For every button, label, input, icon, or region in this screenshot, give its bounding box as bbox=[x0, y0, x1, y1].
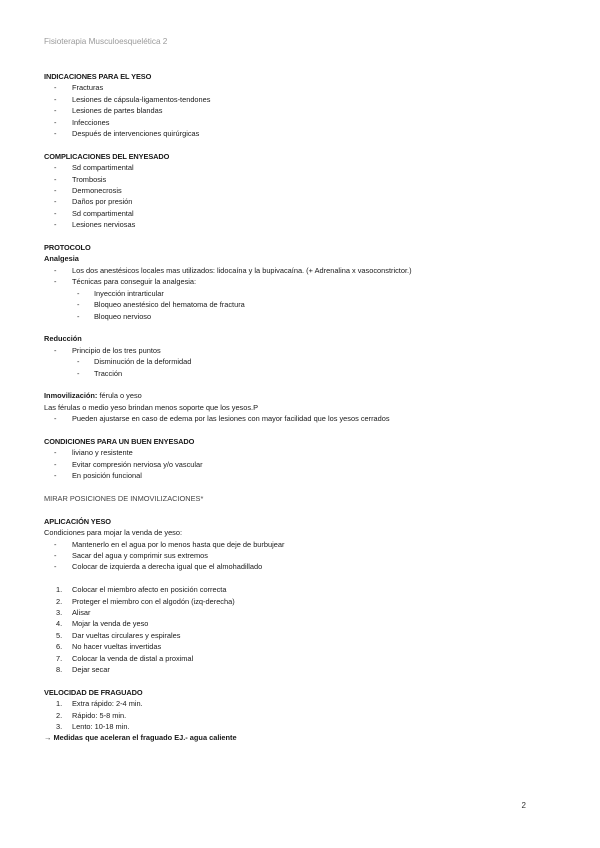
step-text: Extra rápido: 2-4 min. bbox=[72, 699, 143, 709]
step-number: 7. bbox=[56, 653, 63, 663]
section-title-aplicacion: APLICACIÓN YESO bbox=[44, 516, 111, 526]
list-item bbox=[44, 584, 564, 595]
list-item: - Después de intervenciones quirúrgicas bbox=[44, 128, 564, 139]
list-item bbox=[44, 721, 564, 732]
list-item: - Daños por presión bbox=[44, 196, 564, 207]
list-item: - Trombosis bbox=[44, 174, 564, 185]
analgesia-list bbox=[44, 265, 564, 288]
ferulas-text: Las férulas o medio yeso brindan menos soporte que los yesos.P bbox=[44, 402, 259, 412]
list-item: - Inyección intrarticular bbox=[44, 288, 564, 299]
tecnicas-list bbox=[44, 288, 564, 322]
list-item: - Lesiones nerviosas bbox=[44, 219, 564, 230]
fraguado-note: → Medidas que aceleran el fraguado EJ.- agua caliente bbox=[44, 733, 237, 743]
step-number: 1. bbox=[56, 585, 63, 595]
mirar-note: MIRAR POSICIONES DE INMOVILIZACIONES* bbox=[44, 493, 204, 503]
aplicacion-steps-list bbox=[44, 584, 564, 675]
step-text: Alisar bbox=[72, 607, 91, 617]
step-text: Lento: 10-18 min. bbox=[72, 722, 130, 732]
list-item bbox=[44, 607, 564, 618]
list-item: - Dermonecrosis bbox=[44, 185, 564, 196]
list-item: - Colocar de izquierda a derecha igual que el almohadillado bbox=[44, 561, 564, 572]
condiciones-list bbox=[44, 447, 564, 481]
step-number: 1. bbox=[56, 699, 63, 709]
complicaciones-list bbox=[44, 162, 564, 230]
subsection-title-analgesia: Analgesia bbox=[44, 254, 79, 264]
list-item: - Lesiones de cápsula-ligamentos-tendones bbox=[44, 94, 564, 105]
inmovilizacion-line bbox=[44, 390, 564, 401]
list-item: - Fracturas bbox=[44, 82, 564, 93]
list-item bbox=[44, 664, 564, 675]
aplicacion-intro: Condiciones para mojar la venda de yeso: bbox=[44, 528, 183, 538]
fraguado-list bbox=[44, 698, 564, 732]
step-text: Dar vueltas circulares y espirales bbox=[72, 630, 181, 640]
page-number: 2 bbox=[521, 801, 526, 810]
step-text: No hacer vueltas invertidas bbox=[72, 642, 162, 652]
list-item: - Sacar del agua y comprimir sus extremos bbox=[44, 550, 564, 561]
list-item: - Sd compartimental bbox=[44, 208, 564, 219]
list-item: - Bloqueo nervioso bbox=[44, 311, 564, 322]
list-item: - Lesiones de partes blandas bbox=[44, 105, 564, 116]
step-number: 3. bbox=[56, 607, 63, 617]
reduccion-list bbox=[44, 345, 564, 356]
section-title-protocolo: PROTOCOLO bbox=[44, 243, 91, 253]
section-title-condiciones: CONDICIONES PARA UN BUEN ENYESADO bbox=[44, 436, 195, 446]
subsection-title-reduccion: Reducción bbox=[44, 334, 82, 344]
step-text: Colocar la venda de distal a proximal bbox=[72, 653, 194, 663]
list-item bbox=[44, 653, 564, 664]
step-number: 4. bbox=[56, 619, 63, 629]
document-body bbox=[44, 71, 564, 744]
list-item: - Mantenerlo en el agua por lo menos hasta que deje de burbujear bbox=[44, 539, 564, 550]
list-item bbox=[44, 698, 564, 709]
document-header: Fisioterapia Musculoesquelética 2 bbox=[44, 37, 168, 46]
list-item: - Bloqueo anestésico del hematoma de fractura bbox=[44, 299, 564, 310]
step-text: Mojar la venda de yeso bbox=[72, 619, 149, 629]
step-number: 5. bbox=[56, 630, 63, 640]
section-title-fraguado: VELOCIDAD DE FRAGUADO bbox=[44, 687, 143, 697]
list-item: - Pueden ajustarse en caso de edema por las lesiones con mayor facilidad que los yesos cerrados bbox=[44, 413, 564, 424]
list-item: - Tracción bbox=[44, 368, 564, 379]
step-number: 3. bbox=[56, 722, 63, 732]
aplicacion-conds-list bbox=[44, 539, 564, 573]
step-text: Rápido: 5-8 min. bbox=[72, 710, 127, 720]
list-item: - Técnicas para conseguir la analgesia: bbox=[44, 276, 564, 287]
reduccion-sublist bbox=[44, 356, 564, 379]
list-item: - Disminución de la deformidad bbox=[44, 356, 564, 367]
list-item bbox=[44, 596, 564, 607]
list-item: - Sd compartimental bbox=[44, 162, 564, 173]
list-item: - Infecciones bbox=[44, 117, 564, 128]
indicaciones-list bbox=[44, 82, 564, 139]
step-number: 8. bbox=[56, 665, 63, 674]
inmovilizacion-text: férula o yeso bbox=[97, 391, 142, 401]
step-text: Colocar el miembro afecto en posición correcta bbox=[72, 585, 227, 595]
list-item bbox=[44, 630, 564, 641]
list-item bbox=[44, 618, 564, 629]
list-item: - Principio de los tres puntos bbox=[44, 345, 564, 356]
section-title-indicaciones: INDICACIONES PARA EL YESO bbox=[44, 72, 152, 81]
list-item: - liviano y resistente bbox=[44, 447, 564, 458]
list-item bbox=[44, 710, 564, 721]
list-item: - Los dos anestésicos locales mas utilizados: lidocaína y la bupivacaína. (+ Adrenalina x vasoconstrictor.) bbox=[44, 265, 564, 276]
list-item: - En posición funcional bbox=[44, 470, 564, 481]
list-item bbox=[44, 641, 564, 652]
subsection-title-inmovilizacion: Inmovilización: bbox=[44, 391, 98, 401]
ferulas-list bbox=[44, 413, 564, 424]
step-text: Dejar secar bbox=[72, 665, 110, 674]
step-text: Proteger el miembro con el algodón (izq-derecha) bbox=[72, 596, 235, 606]
list-item: - Evitar compresión nerviosa y/o vascular bbox=[44, 459, 564, 470]
step-number: 2. bbox=[56, 596, 63, 606]
step-number: 6. bbox=[56, 642, 63, 652]
step-number: 2. bbox=[56, 710, 63, 720]
section-title-complicaciones: COMPLICACIONES DEL ENYESADO bbox=[44, 151, 170, 161]
